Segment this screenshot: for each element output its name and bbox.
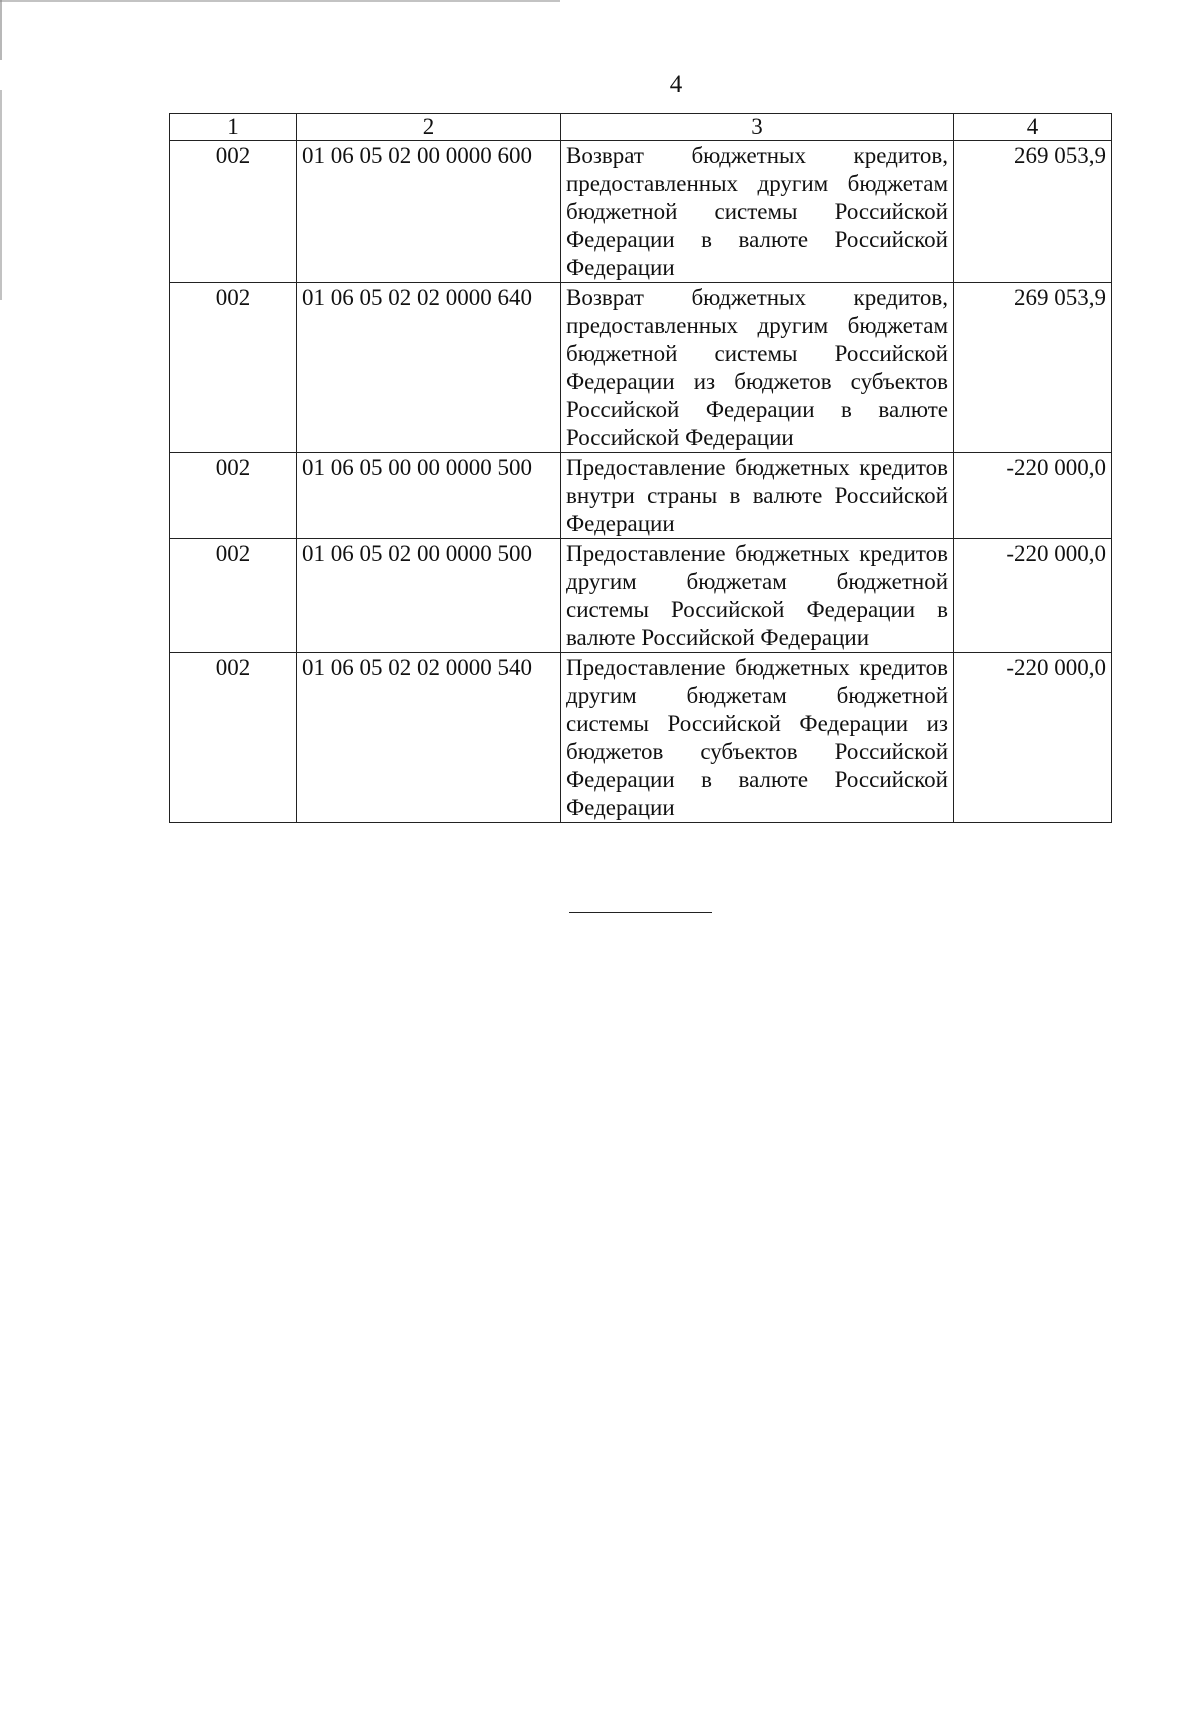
- header-col-3: 3: [561, 114, 954, 141]
- description-cell: Предоставление бюджетных кредитов другим бюджетам бюджетной системы Российской Федерации из бюджетов субъектов Российской Федерации в валюте Российской Федерации: [561, 653, 954, 823]
- description-cell: Возврат бюджетных кредитов, предоставленных другим бюджетам бюджетной системы Российской Федерации из бюджетов субъектов Российской Федерации в валюте Российской Федерации: [561, 283, 954, 453]
- header-col-1: 1: [170, 114, 297, 141]
- admin-code-cell: 002: [170, 653, 297, 823]
- table-row: [170, 283, 1112, 453]
- page-number: 4: [669, 71, 683, 98]
- description-cell: Возврат бюджетных кредитов, предоставленных другим бюджетам бюджетной системы Российской Федерации в валюте Российской Федерации: [561, 141, 954, 283]
- amount-cell: -220 000,0: [954, 653, 1112, 823]
- description-cell: Предоставление бюджетных кредитов внутри страны в валюте Российской Федерации: [561, 453, 954, 539]
- scan-edge-left: [0, 0, 2, 1200]
- budget-code-cell: 01 06 05 02 02 0000 640: [297, 283, 561, 453]
- description-cell: Предоставление бюджетных кредитов другим бюджетам бюджетной системы Российской Федерации в валюте Российской Федерации: [561, 539, 954, 653]
- amount-cell: 269 053,9: [954, 141, 1112, 283]
- admin-code-cell: 002: [170, 141, 297, 283]
- amount-cell: -220 000,0: [954, 453, 1112, 539]
- scan-edge-top: [0, 0, 560, 2]
- budget-code-cell: 01 06 05 02 00 0000 500: [297, 539, 561, 653]
- table-header-row: [170, 114, 1112, 141]
- table-row: [170, 539, 1112, 653]
- budget-code-cell: 01 06 05 02 02 0000 540: [297, 653, 561, 823]
- header-col-4: 4: [954, 114, 1112, 141]
- budget-sources-table: [169, 113, 1112, 823]
- header-col-2: 2: [297, 114, 561, 141]
- budget-code-cell: 01 06 05 02 00 0000 600: [297, 141, 561, 283]
- table-row: [170, 453, 1112, 539]
- end-of-document-line: [569, 912, 712, 913]
- table-row: [170, 141, 1112, 283]
- budget-code-cell: 01 06 05 00 00 0000 500: [297, 453, 561, 539]
- amount-cell: -220 000,0: [954, 539, 1112, 653]
- admin-code-cell: 002: [170, 539, 297, 653]
- admin-code-cell: 002: [170, 453, 297, 539]
- admin-code-cell: 002: [170, 283, 297, 453]
- amount-cell: 269 053,9: [954, 283, 1112, 453]
- table-row: [170, 653, 1112, 823]
